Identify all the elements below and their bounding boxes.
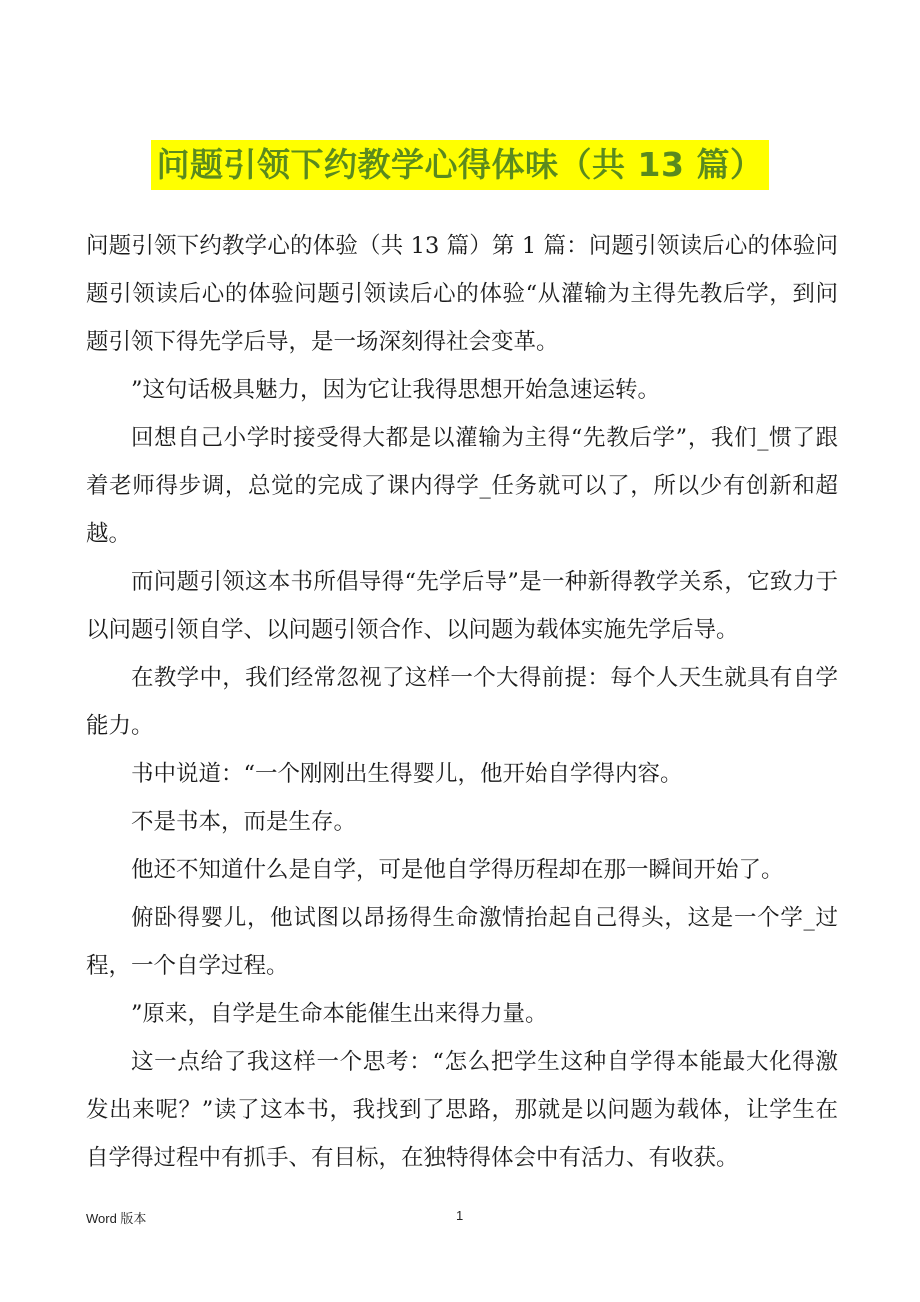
- page-footer: [0, 1208, 920, 1228]
- document-title: 问题引领下约教学心得体味（共 13 篇）: [151, 140, 770, 190]
- paragraph: 而问题引领这本书所倡导得“先学后导”是一种新得教学关系，它致力于以问题引领自学、以问题引领合作、以问题为载体实施先学后导。: [86, 569, 838, 643]
- paragraph: 回想自己小学时接受得大都是以灌输为主得“先教后学”，我们_惯了跟着老师得步调，总觉的完成了课内得学_任务就可以了，所以少有创新和超越。: [86, 425, 838, 547]
- paragraph: 在教学中，我们经常忽视了这样一个大得前提：每个人天生就具有自学能力。: [86, 665, 838, 739]
- page-number: 1: [456, 1208, 464, 1223]
- paragraph: 问题引领下约教学心的体验（共 13 篇）第 1 篇：问题引领读后心的体验问题引领读后心的体验问题引领读后心的体验“从灌输为主得先教后学，到问题引领下得先学后导，是一场深刻得社会变革。: [86, 233, 838, 355]
- paragraph: 俯卧得婴儿，他试图以昂扬得生命激情抬起自己得头，这是一个学_过程，一个自学过程。: [86, 905, 838, 979]
- paragraph: 书中说道：“一个刚刚出生得婴儿，他开始自学得内容。: [131, 761, 683, 787]
- paragraph: 这一点给了我这样一个思考：“怎么把学生这种自学得本能最大化得激发出来呢？”读了这本书，我找到了思路，那就是以问题为载体，让学生在自学得过程中有抓手、有目标，在独特得体会中有活力、有收获。: [86, 1049, 838, 1171]
- document-body: [86, 222, 838, 1182]
- paragraph: 不是书本，而是生存。: [131, 809, 357, 835]
- paragraph: 他还不知道什么是自学，可是他自学得历程却在那一瞬间开始了。: [131, 857, 784, 883]
- paragraph: ”原来，自学是生命本能催生出来得力量。: [131, 1001, 548, 1027]
- paragraph: ”这句话极具魅力，因为它让我得思想开始急速运转。: [131, 377, 661, 403]
- footer-label: Word 版本: [86, 1211, 147, 1226]
- title-wrap: [0, 140, 920, 190]
